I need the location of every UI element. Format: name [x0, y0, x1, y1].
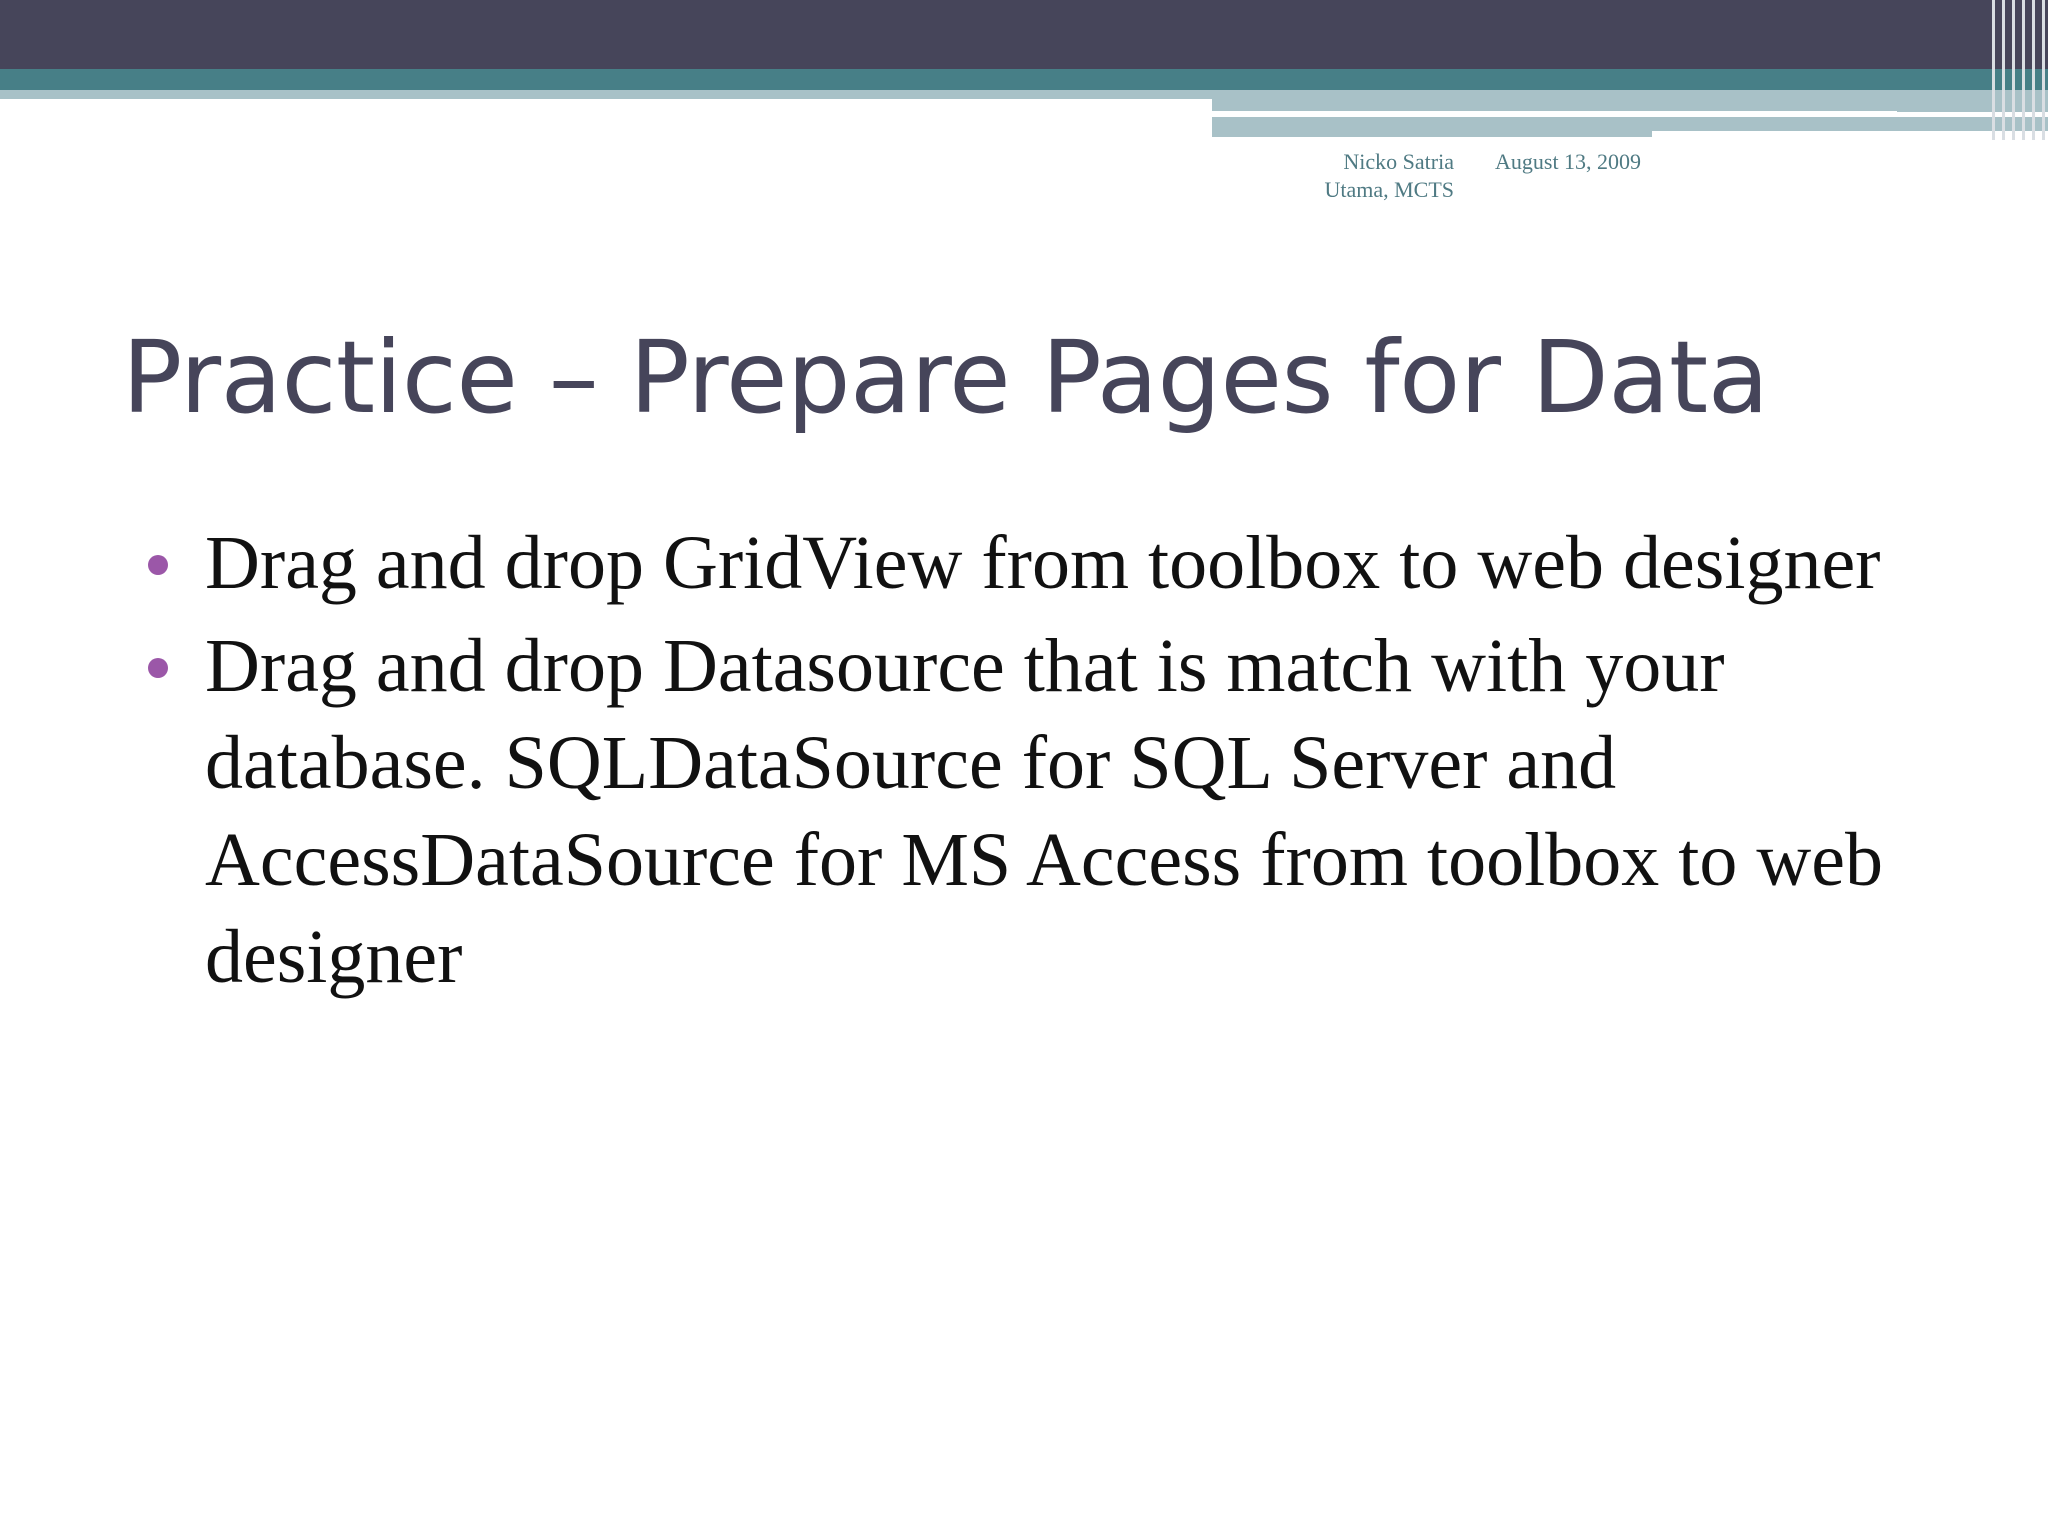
header-band-light-right: [1212, 90, 2048, 112]
slide-title: Practice – Prepare Pages for Data: [122, 319, 1769, 436]
bullet-item: [148, 515, 1908, 612]
header-band-dark: [0, 0, 2048, 69]
author-name: [1290, 148, 1454, 204]
author-line-2: Utama, MCTS: [1324, 177, 1454, 202]
header-band-teal: [0, 69, 2048, 90]
author-line-1: Nicko Satria: [1343, 149, 1454, 174]
header-band-light-lower: [1212, 117, 1652, 137]
bullet-list: [148, 515, 1908, 1012]
header-stripes: [1988, 0, 2048, 140]
bullet-dot-icon: [148, 555, 168, 575]
header-band-light-left: [0, 90, 1212, 99]
bullet-item: [148, 618, 1908, 1006]
bullet-text: Drag and drop GridView from toolbox to web designer: [205, 521, 1881, 605]
bullet-text: Drag and drop Datasource that is match with your database. SQLDataSource for SQL Server and AccessDataSource for MS Access from toolbox to web designer: [205, 624, 1883, 999]
slide-date: August 13, 2009: [1495, 149, 1642, 174]
bullet-dot-icon: [148, 658, 168, 678]
